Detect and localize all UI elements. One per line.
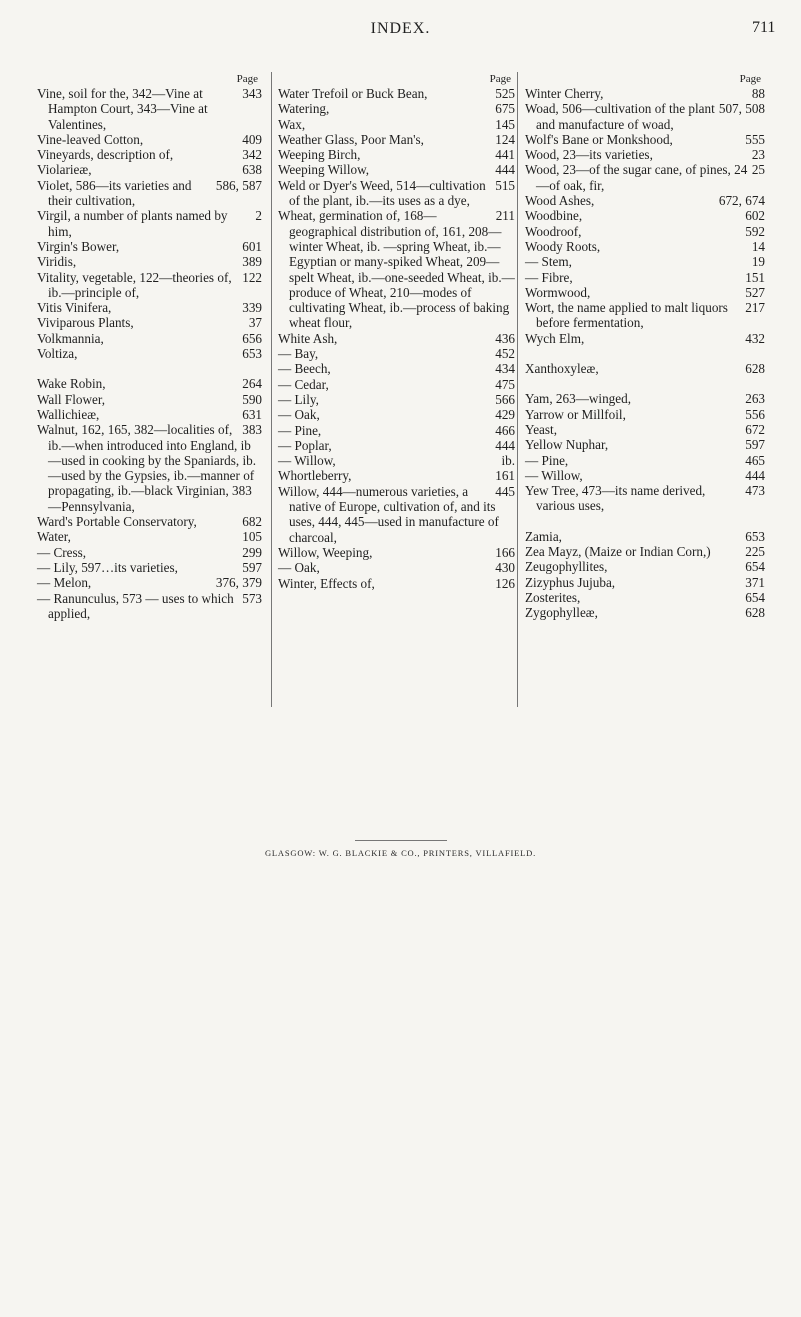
- index-entry-term: Viridis,: [37, 254, 77, 270]
- index-entry-page-ref: ib.: [497, 453, 515, 468]
- index-entry-term: — Cress,: [37, 544, 87, 560]
- index-entry: [525, 300, 765, 331]
- index-entry-page-ref: 525: [491, 86, 515, 101]
- index-entry-term: — Oak,: [278, 407, 320, 423]
- index-entry: [278, 407, 515, 422]
- index-entry: [278, 438, 515, 453]
- index-entry-page-ref: 597: [238, 560, 262, 575]
- index-entry-term: Willow, Weeping,: [278, 544, 373, 560]
- index-entry-page-ref: 432: [741, 331, 765, 346]
- index-entry-page-ref: 376, 379: [212, 575, 262, 590]
- index-entry: [37, 422, 262, 514]
- index-entry-term: Water Trefoil or Buck Bean,: [278, 86, 428, 101]
- index-entry-term: Whortleberry,: [278, 468, 352, 484]
- index-entry: [37, 132, 262, 147]
- index-entry-term: Yarrow or Millfoil,: [525, 406, 626, 422]
- index-entry-page-ref: 527: [741, 285, 765, 300]
- index-entry-term: Zeugophyllites,: [525, 559, 608, 575]
- page-column-label: Page: [739, 73, 761, 85]
- index-entry-page-ref: 217: [741, 300, 765, 315]
- index-entry-term: Yellow Nuphar,: [525, 437, 609, 453]
- index-entry: [525, 162, 765, 193]
- index-entry: [278, 576, 515, 591]
- index-entry-page-ref: 566: [491, 392, 515, 407]
- index-entry-page-ref: 409: [238, 132, 262, 147]
- index-entry-term: — Beech,: [278, 361, 331, 377]
- index-entry: [37, 300, 262, 315]
- index-entry-page-ref: 25: [748, 162, 765, 177]
- page-header-title: INDEX.: [370, 20, 431, 37]
- index-entry-term: — Lily, 597…its varieties,: [37, 559, 178, 575]
- index-entries: [278, 86, 515, 591]
- page-column-label: Page: [489, 73, 511, 85]
- index-entry-page-ref: 444: [741, 468, 765, 483]
- index-entry-page-ref: 631: [238, 407, 262, 422]
- index-entry-term: Wormwood,: [525, 284, 591, 300]
- index-entry: [278, 361, 515, 376]
- index-entry-page-ref: 653: [741, 529, 765, 544]
- index-entry-page-ref: 597: [741, 437, 765, 452]
- index-entry: [525, 285, 765, 300]
- index-entry-term: Woad, 506—cultivation of the plant and manufacture of woad,: [525, 101, 715, 132]
- index-entry-term: Zosterites,: [525, 589, 581, 605]
- index-entry-page-ref: 452: [491, 346, 515, 361]
- index-entry: [37, 162, 262, 177]
- index-entry-page-ref: 429: [491, 407, 515, 422]
- index-entry-term: — Stem,: [525, 254, 572, 270]
- index-entry-term: Wheat, germination of, 168—geographical distribution of, 161, 208—winter Wheat, ib. —spring Wheat, ib.—Egyptian or many-spiked Wheat, 209—spelt Wheat, ib.—one-seeded Wheat, ib.—produce of Wheat, 210—modes of cultivating Wheat, ib.—process of baking wheat flour,: [278, 208, 515, 331]
- column-divider: [517, 72, 518, 707]
- index-entry: [37, 591, 262, 622]
- index-entry: [278, 346, 515, 361]
- index-entry-page-ref: 638: [238, 162, 262, 177]
- index-entry: [525, 453, 765, 468]
- index-entry-term: White Ash,: [278, 330, 338, 346]
- index-entry: [278, 392, 515, 407]
- index-entry-page-ref: 602: [741, 208, 765, 223]
- index-entry-term: Weather Glass, Poor Man's,: [278, 131, 424, 147]
- index-entry: [37, 560, 262, 575]
- index-entry: [525, 132, 765, 147]
- index-entry: [525, 422, 765, 437]
- index-entry: [525, 86, 765, 101]
- index-entry-term: Virgil, a number of plants named by him,: [37, 208, 228, 239]
- index-entry: [525, 590, 765, 605]
- index-entry-page-ref: 628: [741, 605, 765, 620]
- index-entry: [278, 545, 515, 560]
- footer-divider: [355, 840, 447, 841]
- index-entry-term: Wood, 23—of the sugar cane, of pines, 24—of oak, fir,: [525, 162, 748, 193]
- index-entry-page-ref: 225: [741, 544, 765, 559]
- index-entry-page-ref: 556: [741, 407, 765, 422]
- index-entry-page-ref: 151: [741, 270, 765, 285]
- index-entry-term: Weeping Birch,: [278, 147, 361, 163]
- index-entry-term: Yam, 263—winged,: [525, 391, 631, 407]
- index-entry: [37, 178, 262, 209]
- index-entry-page-ref: 105: [238, 529, 262, 544]
- index-entry: [37, 376, 262, 391]
- index-entry-page-ref: 654: [741, 590, 765, 605]
- index-entry-term: Virgin's Bower,: [37, 238, 120, 254]
- index-entry-page-ref: 675: [491, 101, 515, 116]
- index-entry-page-ref: 14: [748, 239, 765, 254]
- index-entry-term: Viviparous Plants,: [37, 315, 134, 331]
- index-entry: [278, 423, 515, 438]
- index-entry: [525, 224, 765, 239]
- index-entry-term: Wake Robin,: [37, 376, 106, 392]
- index-entry-page-ref: 122: [238, 270, 262, 285]
- index-entry-term: Zygophylleæ,: [525, 605, 598, 621]
- index-entry: [37, 514, 262, 529]
- index-entry: [278, 484, 515, 545]
- index-column-3: [525, 72, 765, 621]
- index-entry: [525, 208, 765, 223]
- index-entry: [37, 239, 262, 254]
- index-entry: [525, 147, 765, 162]
- index-entry-page-ref: 628: [741, 361, 765, 376]
- index-entry-page-ref: 434: [491, 361, 515, 376]
- index-entry: [278, 178, 515, 209]
- index-entry-term: Violet, 586—its varieties and their cultivation,: [37, 177, 192, 209]
- index-entry-page-ref: 145: [491, 117, 515, 132]
- index-entry-term: Winter, Effects of,: [278, 575, 375, 591]
- index-entry-page-ref: 161: [491, 468, 515, 483]
- index-entry-page-ref: 389: [238, 254, 262, 269]
- index-entry-term: Vineyards, description of,: [37, 147, 174, 163]
- index-entry-term: Wall Flower,: [37, 391, 105, 407]
- index-entry: [278, 377, 515, 392]
- index-entry: [278, 208, 515, 330]
- index-entry-page-ref: 430: [491, 560, 515, 575]
- index-column-1: [37, 72, 262, 621]
- index-entry-page-ref: 263: [741, 391, 765, 406]
- index-entry-term: Zea Mayz, (Maize or Indian Corn,): [525, 544, 711, 560]
- index-entry-page-ref: 672, 674: [715, 193, 765, 208]
- index-entry-term: Willow, 444—numerous varieties, a native of Europe, cultivation of, and its uses, 444, 445—used in manufacture of charcoal,: [278, 483, 499, 545]
- index-entry-page-ref: 586, 587: [212, 178, 262, 193]
- index-entry-page-ref: 445: [491, 484, 515, 499]
- index-entry-term: Vitis Vinifera,: [37, 300, 112, 316]
- index-entry-page-ref: 37: [245, 315, 262, 330]
- index-entry-term: — Oak,: [278, 560, 320, 576]
- index-entry: [525, 361, 765, 376]
- index-entry-page-ref: 654: [741, 559, 765, 574]
- index-entry-page-ref: 444: [491, 162, 515, 177]
- index-entry-term: — Fibre,: [525, 269, 573, 285]
- index-entry-page-ref: 383: [238, 422, 262, 437]
- printer-imprint: GLASGOW: W. G. BLACKIE & CO., PRINTERS, VILLAFIELD.: [264, 848, 536, 858]
- index-entry-term: Wallichieæ,: [37, 406, 100, 422]
- index-entry: [525, 483, 765, 514]
- index-entry-term: Walnut, 162, 165, 382—localities of, ib.—when introduced into England, ib—used in cooking by the Spaniards, ib. —used by the Gypsies, ib.—manner of propagating, ib.—black Virginian, 383—Pennsylvania,: [37, 422, 257, 514]
- index-entry-term: Zamia,: [525, 528, 562, 544]
- index-entry: [37, 147, 262, 162]
- index-entry-term: Wax,: [278, 116, 306, 132]
- index-entry: [525, 270, 765, 285]
- index-entry-page-ref: 672: [741, 422, 765, 437]
- index-entry: [37, 575, 262, 590]
- index-entry-term: — Cedar,: [278, 376, 329, 392]
- index-entry-term: Water,: [37, 529, 71, 545]
- index-entry-term: — Willow,: [278, 453, 336, 469]
- index-entry-page-ref: 573: [238, 591, 262, 606]
- column-divider: [271, 72, 272, 707]
- index-entry-term: Wych Elm,: [525, 330, 585, 346]
- index-entry-term: Weeping Willow,: [278, 162, 370, 178]
- index-entry: [525, 575, 765, 590]
- index-entry: [278, 147, 515, 162]
- index-entry: [37, 331, 262, 346]
- page-column-label: Page: [236, 73, 258, 85]
- index-entry-page-ref: 2: [251, 208, 262, 223]
- index-entry-page-ref: 441: [491, 147, 515, 162]
- index-entry: [37, 86, 262, 132]
- index-entry: [278, 101, 515, 116]
- index-entry: [37, 529, 262, 544]
- index-entry-page-ref: 682: [238, 514, 262, 529]
- index-entry-term: — Ranunculus, 573 — uses to which applied,: [37, 590, 234, 621]
- index-entry: [525, 101, 765, 132]
- index-entry-page-ref: 466: [491, 423, 515, 438]
- index-entry-term: Voltiza,: [37, 346, 78, 362]
- index-entry-page-ref: 653: [238, 346, 262, 361]
- index-entry: [37, 392, 262, 407]
- index-entry: [37, 315, 262, 330]
- index-entry-term: Yeast,: [525, 421, 558, 437]
- index-entry-page-ref: 124: [491, 132, 515, 147]
- index-entry-term: Winter Cherry,: [525, 86, 604, 101]
- index-entries: [37, 86, 262, 621]
- index-entry: [278, 132, 515, 147]
- index-entry-term: Weld or Dyer's Weed, 514—cultivation of the plant, ib.—its uses as a dye,: [278, 177, 486, 209]
- index-entry-term: — Bay,: [278, 346, 319, 362]
- index-entry-term: Woody Roots,: [525, 238, 601, 254]
- index-entry-page-ref: 436: [491, 331, 515, 346]
- index-entry: [37, 208, 262, 239]
- index-entry: [37, 346, 262, 361]
- index-entry-term: Wood, 23—its varieties,: [525, 147, 653, 163]
- index-entry-page-ref: 371: [741, 575, 765, 590]
- index-entry: [278, 468, 515, 483]
- index-entry-page-ref: 19: [748, 254, 765, 269]
- index-entry-term: — Lily,: [278, 391, 319, 407]
- index-entry: [525, 529, 765, 544]
- index-entry: [525, 605, 765, 620]
- index-entry-term: Zizyphus Jujuba,: [525, 574, 616, 590]
- index-entry-page-ref: 555: [741, 132, 765, 147]
- index-entry-term: Wolf's Bane or Monkshood,: [525, 131, 673, 147]
- index-column-2: [278, 72, 515, 591]
- index-entry-term: Woodroof,: [525, 223, 582, 239]
- index-entry: [525, 331, 765, 346]
- index-entry: [278, 331, 515, 346]
- index-entry-page-ref: 211: [492, 208, 515, 223]
- index-entry: [37, 254, 262, 269]
- index-entry: [37, 407, 262, 422]
- index-entry: [278, 86, 515, 101]
- index-entry-page-ref: 592: [741, 224, 765, 239]
- index-entry-term: Vitality, vegetable, 122—theories of, ib.—principle of,: [37, 269, 232, 300]
- index-entry-page-ref: 126: [491, 576, 515, 591]
- index-entry: [278, 453, 515, 468]
- index-entry-term: — Poplar,: [278, 437, 332, 453]
- index-entries: [525, 86, 765, 621]
- index-entry-term: — Pine,: [525, 452, 569, 468]
- index-entry: [37, 545, 262, 560]
- index-entry-term: Xanthoxyleæ,: [525, 361, 599, 377]
- index-entry-page-ref: 656: [238, 331, 262, 346]
- index-entry-page-ref: 88: [748, 86, 765, 101]
- index-entry-page-ref: 475: [491, 377, 515, 392]
- index-entry-term: Violarieæ,: [37, 162, 92, 178]
- index-entry-term: — Pine,: [278, 422, 322, 438]
- index-entry-page-ref: 343: [238, 86, 262, 101]
- index-entry: [525, 193, 765, 208]
- index-entry-term: Wood Ashes,: [525, 193, 595, 209]
- index-entry-page-ref: 601: [238, 239, 262, 254]
- index-entry-term: Wort, the name applied to malt liquors before fermentation,: [525, 300, 728, 331]
- index-entry: [37, 270, 262, 301]
- index-entry-page-ref: 342: [238, 147, 262, 162]
- index-entry-page-ref: 23: [748, 147, 765, 162]
- page-number: 711: [752, 19, 776, 36]
- index-entry-page-ref: 590: [238, 392, 262, 407]
- index-entry-term: Vine-leaved Cotton,: [37, 131, 144, 147]
- index-entry-page-ref: 444: [491, 438, 515, 453]
- index-entry: [278, 162, 515, 177]
- index-entry-page-ref: 166: [491, 545, 515, 560]
- index-entry-term: Volkmannia,: [37, 330, 104, 346]
- index-entry-page-ref: 507, 508: [715, 101, 765, 116]
- index-entry-page-ref: 339: [238, 300, 262, 315]
- index-entry: [525, 468, 765, 483]
- index-entry: [525, 391, 765, 406]
- index-entry-term: Watering,: [278, 101, 330, 117]
- index-entry: [525, 239, 765, 254]
- index-entry: [525, 559, 765, 574]
- index-entry: [278, 560, 515, 575]
- index-entry-page-ref: 264: [238, 376, 262, 391]
- index-entry-term: Ward's Portable Conservatory,: [37, 514, 197, 530]
- index-entry-term: Woodbine,: [525, 208, 583, 224]
- index-entry: [525, 254, 765, 269]
- index-entry: [525, 407, 765, 422]
- index-entry-page-ref: 465: [741, 453, 765, 468]
- index-entry-term: — Melon,: [37, 575, 92, 591]
- index-entry-term: Vine, soil for the, 342—Vine at Hampton Court, 343—Vine at Valentines,: [37, 86, 208, 132]
- index-entry-page-ref: 473: [741, 483, 765, 498]
- index-entry: [525, 544, 765, 559]
- index-entry: [525, 437, 765, 452]
- index-entry-term: Yew Tree, 473—its name derived, various uses,: [525, 483, 706, 514]
- index-entry-term: — Willow,: [525, 467, 583, 483]
- index-entry-page-ref: 515: [491, 178, 515, 193]
- index-entry: [278, 117, 515, 132]
- index-entry-page-ref: 299: [238, 545, 262, 560]
